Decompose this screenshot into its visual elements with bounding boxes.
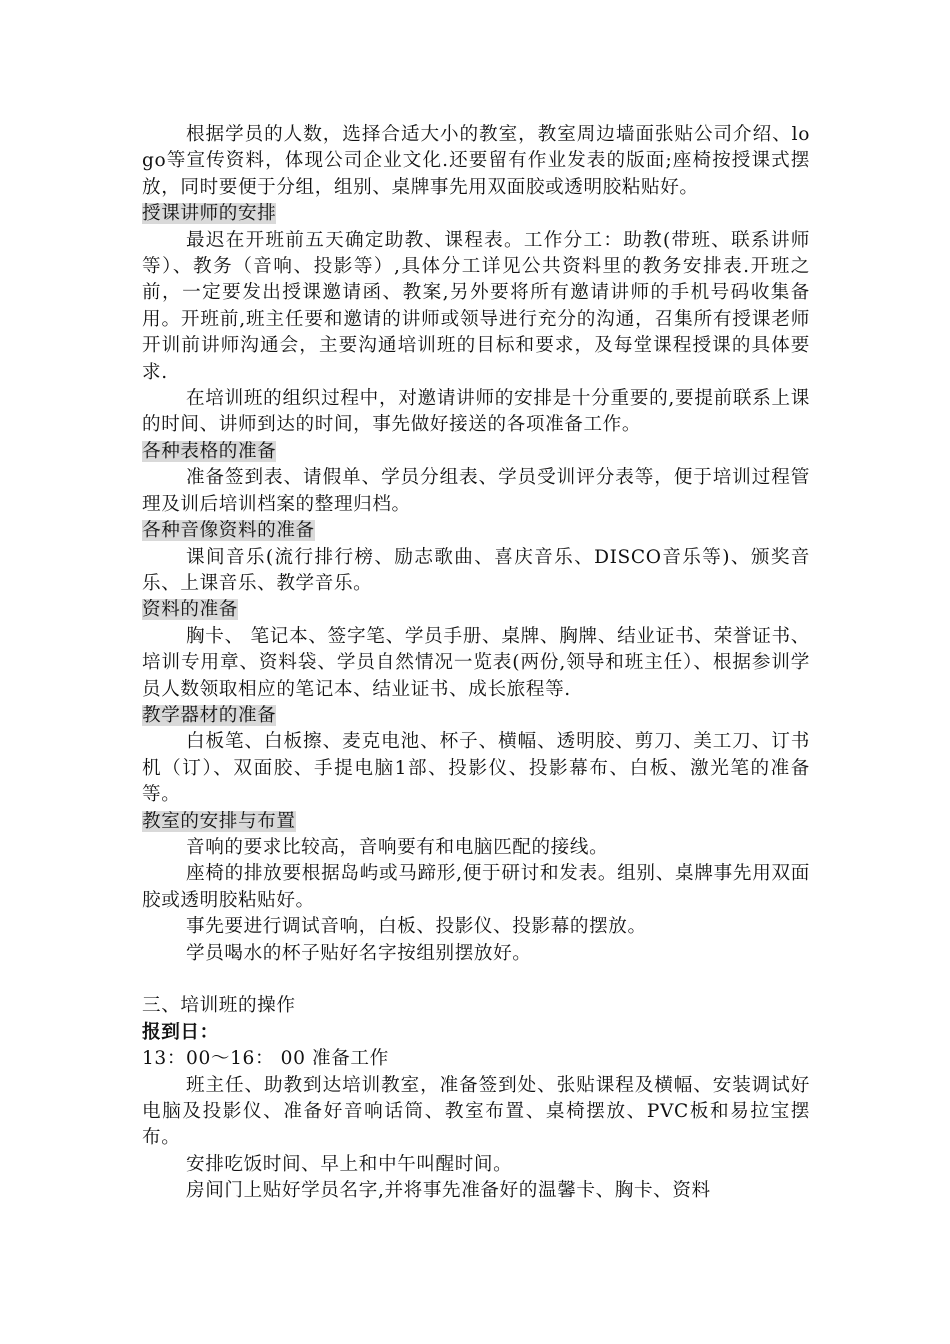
paragraph: 根据学员的人数，选择合适大小的教室，教室周边墙面张贴公司介绍、logo等宣传资料，体现公司企业文化.还要留有作业发表的版面;座椅按授课式摆放，同时要便于分组，组别、桌牌事先用双面胶或透明胶粘贴好。 — [142, 124, 810, 198]
paragraph: 白板笔、白板擦、麦克电池、杯子、横幅、透明胶、剪刀、美工刀、订书机（订）、双面胶、手提电脑1部、投影仪、投影幕布、白板、激光笔的准备等。 — [142, 731, 810, 806]
section-heading — [142, 597, 810, 623]
paragraph: 最迟在开班前五天确定助教、课程表。工作分工：助教(带班、联系讲师等）、教务（音响、投影等）,具体分工详见公共资料里的教务安排表.开班之前，一定要发出授课邀请函、教案,另外要将所有邀请讲师的手机号码收集备用。开班前,班主任要和邀请的讲师或领导进行充分的沟通，召集所有授课老师开训前讲师沟通会，主要沟通培训班的目标和要求，及每堂课程授课的具体要求. — [142, 229, 810, 383]
section-heading — [142, 439, 810, 465]
paragraph: 座椅的排放要根据岛屿或马蹄形,便于研讨和发表。组别、桌牌事先用双面胶或透明胶粘贴好。 — [142, 863, 810, 911]
paragraph: 房间门上贴好学员名字,并将事先准备好的温馨卡、胸卡、资料 — [186, 1180, 711, 1202]
paragraph: 音响的要求比较高，音响要有和电脑匹配的接线。 — [186, 836, 609, 858]
section-heading-text: 教学器材的准备 — [142, 704, 277, 726]
paragraph: 在培训班的组织过程中，对邀请讲师的安排是十分重要的,要提前联系上课的时间、讲师到达的时间，事先做好接送的各项准备工作。 — [142, 388, 810, 436]
paragraph: 胸卡、 笔记本、签字笔、学员手册、桌牌、胸牌、结业证书、荣誉证书、培训专用章、资料袋、学员自然情况一览表(两份,领导和班主任）、根据参训学员人数领取相应的笔记本、结业证书、成长旅程等. — [142, 625, 810, 700]
section-heading-text: 资料的准备 — [142, 599, 238, 621]
paragraph: 准备签到表、请假单、学员分组表、学员受训评分表等，便于培训过程管理及训后培训档案的整理归档。 — [142, 467, 810, 515]
schedule-line: 13：00～16： 00 准备工作 — [142, 1048, 389, 1070]
section-heading — [142, 809, 810, 835]
paragraph: 课间音乐(流行排行榜、励志歌曲、喜庆音乐、DISCO音乐等)、颁奖音乐、上课音乐、教学音乐。 — [142, 546, 810, 594]
section-heading-text: 各种音像资料的准备 — [142, 520, 315, 542]
section-heading-text: 各种表格的准备 — [142, 440, 277, 462]
chapter-title: 三、培训班的操作 — [142, 995, 296, 1017]
section-heading-text: 教室的安排与布置 — [142, 810, 296, 832]
document-body — [142, 122, 810, 1205]
paragraph: 学员喝水的杯子贴好名字按组别摆放好。 — [186, 942, 532, 964]
section-heading-text: 授课讲师的安排 — [142, 203, 277, 225]
subheading-bold: 报到日： — [142, 1021, 219, 1043]
blank-line — [142, 967, 810, 993]
section-heading — [142, 703, 810, 729]
paragraph: 班主任、助教到达培训教室，准备签到处、张贴课程及横幅、安装调试好电脑及投影仪、准备好音响话筒、教室布置、桌椅摆放、PVC板和易拉宝摆布。 — [142, 1074, 810, 1149]
section-heading — [142, 201, 810, 227]
paragraph: 安排吃饭时间、早上和中午叫醒时间。 — [186, 1153, 513, 1175]
paragraph: 事先要进行调试音响，白板、投影仪、投影幕的摆放。 — [186, 916, 647, 938]
section-heading — [142, 518, 810, 544]
